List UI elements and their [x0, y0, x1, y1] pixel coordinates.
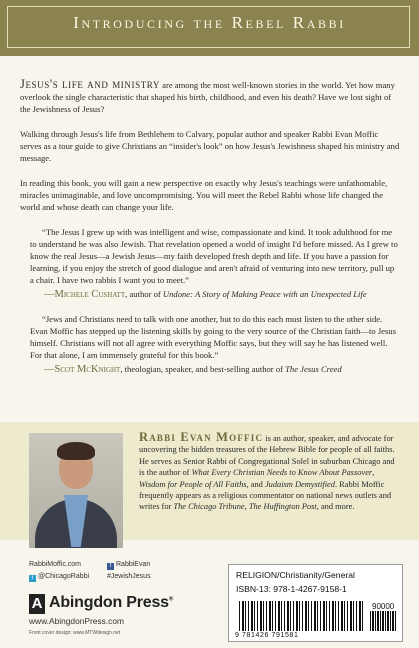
- publisher-website[interactable]: www.AbingdonPress.com: [29, 616, 124, 626]
- endorser-name-1: —Michele Cushatt: [44, 289, 126, 300]
- book-title-3: Judaism Demystified: [264, 479, 335, 489]
- endorsement-quote-2: “Jews and Christians need to talk with one another, but to do this each must listen to the other side. Evan Moffic has stepped up the listening skills by going to the very source of the Christian faith—to Jesus himself. Christians will not all agree with everything Moffic says, but they will say he has listened well. For that alone, I am immensely grateful for this book.”: [30, 314, 396, 360]
- lead-caps-text: Jesus's life and ministry: [20, 77, 161, 91]
- endorsement-attribution-1: [44, 288, 400, 301]
- endorsement-attribution-2: [44, 363, 400, 376]
- author-bio-text: Rabbi Evan Moffic is an author, speaker, and advocate for uncovering the hidden treasures of the Hebrew Bible for people of all faiths. He serves as Senior Rabbi of Congregational Solel in suburban Chicago and is the author of What Every Christian Needs to Know About Passover, Wisdom for People of All Faiths, and Judaism Demystified. Rabbi Moffic frequently appears as a religious commentator on national news outlets and writes for The Chicago Tribune, The Huffington Post, and more.: [139, 430, 395, 512]
- book-title-2: Wisdom for People of All Faiths: [139, 479, 247, 489]
- endorser-work-2: The Jesus Creed: [285, 364, 342, 374]
- endorser-role-1: , author of: [125, 289, 163, 299]
- twitter-link[interactable]: t @ChicagoRabbi: [29, 572, 89, 583]
- publisher-logo-icon: A: [29, 594, 45, 614]
- endorsement-quote-1: “The Jesus I grew up with was intelligent and wise, compassionate and kind. It took adulthood for me to understand he was also Jewish. That revelation opened a world of insight I'd before missed. As I grew to know the real Jesus—a Jewish Jesus—my faith developed fresh depth and life. If you have a passion for learning, if you enjoy the stretch of good dialogue and aren't afraid of venturing into new territory, pull up a chair. I have two rabbis I want you to meet.”: [30, 227, 398, 285]
- endorser-role-2: , theologian, speaker, and best-selling author of: [120, 364, 286, 374]
- endorser-name-2: —Scot McKnight: [44, 364, 121, 375]
- publisher-name: Abingdon Press®: [49, 594, 174, 611]
- endorser-work-1: Undone: A Story of Making Peace with an Unexpected Life: [162, 289, 367, 299]
- description-section: [20, 78, 400, 388]
- price-code: 90000: [372, 602, 395, 611]
- author-name: Rabbi Evan Moffic: [139, 430, 264, 444]
- book-title-1: What Every Christian Needs to Know About Passover: [191, 468, 373, 478]
- description-paragraph-2: Walking through Jesus's life from Bethlehem to Calvary, popular author and speaker Rabbi Evan Moffic serves as a tour guide to give Christians an “insider's look” on how Jesus's Jewishness shaped his ministry and message.: [20, 129, 400, 163]
- twitter-icon: t: [29, 575, 36, 582]
- description-paragraph-3: In reading this book, you will gain a new perspective on exactly why Jesus's teachings were unfathomable, miracles unimaginable, and love uncompromising. You will meet the Rebel Rabbi whose life changed the world and whose death can change your life.: [20, 178, 388, 212]
- isbn-label: ISBN-13: 978-1-4267-9158-1: [236, 584, 347, 594]
- barcode-digits: 9 781426 791581: [235, 632, 299, 639]
- hashtag-text: #JewishJesus: [107, 573, 151, 580]
- facebook-icon: f: [107, 563, 114, 570]
- design-credit: Front cover design: www.MTWdesign.net: [29, 630, 121, 636]
- author-photo: [29, 433, 123, 548]
- author-bio: [139, 432, 401, 513]
- isbn-barcode: [239, 601, 363, 631]
- publication-1: The Chicago Tribune: [173, 502, 245, 512]
- price-barcode: [370, 611, 396, 631]
- banner-title: Introducing the Rebel Rabbi: [73, 13, 346, 32]
- barcode-box: [228, 564, 403, 642]
- publication-2: The Huffington Post: [248, 502, 317, 512]
- facebook-link[interactable]: f RabbiEvan: [107, 560, 150, 571]
- website-link[interactable]: RabbiMoffic.com: [29, 561, 82, 568]
- lead-paragraph: [20, 78, 400, 115]
- category-label: RELIGION/Christianity/General: [236, 570, 355, 580]
- lead-text: are among the most well-known stories in the world. Yet how many overlook the single characteristic that shaped his birth, childhood, and even his death? Have we lost sight of the Jewishness of Jesus?: [20, 80, 395, 114]
- title-banner: [0, 0, 419, 56]
